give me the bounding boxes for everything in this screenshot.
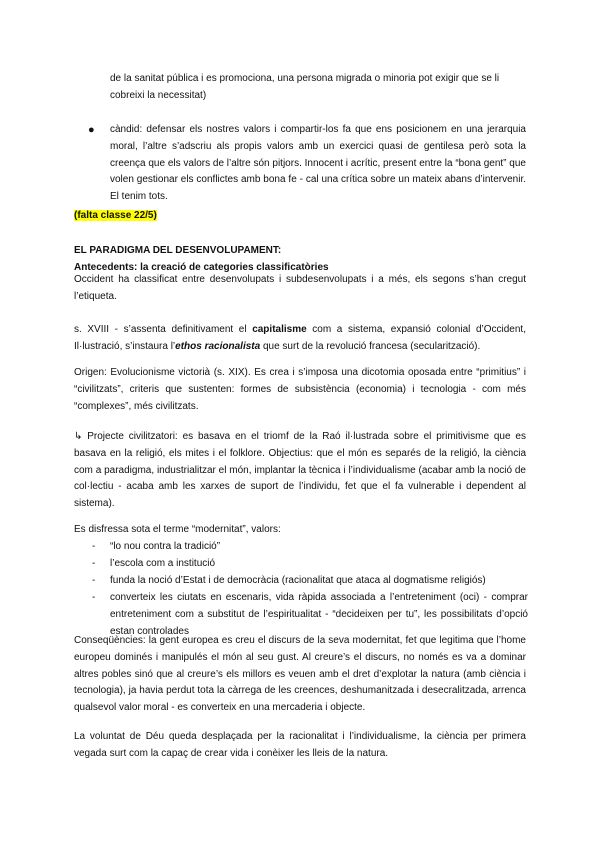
- xviii-pre: s. XVIII - s’assenta definitivament el: [74, 324, 253, 335]
- modernitat-item-3: funda la noció d’Estat i de democràcia (racionalitat que ataca al dogmatisme religiós): [110, 575, 486, 586]
- origen-paragraph: Origen: Evolucionisme victorià (s. XIX). Es crea i s’imposa una dicotomia oposada entre “primitius” i “civilitzats”, criteris que sustenten: formes de subsistència (economia) i tecnologia - com més “complexes”, més civilitzats.: [74, 367, 526, 412]
- section-title: EL PARADIGMA DEL DESENVOLUPAMENT:: [74, 245, 282, 256]
- top-continuation-line-2: cobreixi la necessitat): [110, 89, 207, 101]
- modernitat-item-4: converteix les ciutats en escenaris, vida ràpida associada a l’entreteniment (oci) - comprar entreteniment com a substitut de l’espiritualitat - “decideixen per tu”, les possibilitats d’opció estan controlades: [110, 592, 528, 637]
- projecte-paragraph: ↳ Projecte civilitzatori: es basava en el triomf de la Raó il·lustrada sobre el primitivisme que es basava en la religió, els mites i el folklore. Objectius: que el món es separés de la religió, la ciència com a paradigma, industrialitzar el món, implantar la tècnica i l’individualisme (acabar amb la noció de col·lectiu - acaba amb les xarxes de suport de l’individu, fet que el fa vulnerable i dependent al sistema).: [74, 431, 526, 510]
- xviii-paragraph: [74, 322, 526, 356]
- top-continuation: [110, 71, 526, 105]
- antecedents-heading: Antecedents: la creació de categories classificatòries: [74, 262, 329, 273]
- xviii-ethos: ethos racionalista: [175, 340, 261, 352]
- xviii-mid: com a sistema, expansió colonial d’Occident, Il·lustració, s’instaura l’: [74, 324, 526, 352]
- dash-4: -: [92, 592, 96, 603]
- top-continuation-line-1: de la sanitat pública i es promociona, una persona migrada o minoria pot exigir que se li: [110, 73, 500, 84]
- xviii-capitalisme: capitalisme: [252, 324, 307, 335]
- antecedents-text: Occident ha classificat entre desenvolupats i subdesenvolupats i a més, els segons s’han cregut l’etiqueta.: [74, 274, 526, 302]
- missing-class-note: [74, 208, 526, 225]
- modernitat-item-1: “lo nou contra la tradició”: [110, 541, 221, 552]
- candid-bullet-text: càndid: defensar els nostres valors i compartir-los fa que ens posicionem en una jerarquia moral, l’altre s’adscriu als propis valors amb un exercici quasi de gentilesa però sota la creença que els valors de l’altre són pitjors. Innocent i acrític, present entre la “bona gent” que volen gestionar els conflictes amb bona fe - cal una crítica sobre un mateix abans d’intervenir. El tenim tots.: [110, 124, 526, 203]
- missing-class-highlight: (falta classe 22/5): [74, 210, 157, 221]
- modernitat-item-2: l’escola com a institució: [110, 558, 216, 569]
- xviii-post: que surt de la revolució francesa (secularització).: [260, 340, 481, 352]
- modernitat-intro: Es disfressa sota el terme “modernitat”, valors:: [74, 524, 281, 535]
- voluntat-paragraph: La voluntat de Déu queda desplaçada per la racionalitat i l’individualisme, la ciència per primera vegada surt com la capaç de crear vida i conèixer les lleis de la natura.: [74, 731, 526, 759]
- dash-1: -: [92, 541, 96, 552]
- consequencies-paragraph: Conseqüències: la gent europea es creu el discurs de la seva modernitat, fet que legitima que l’home europeu dominés i manipulés el món al seu gust. Al creure’s el discurs, no només es va a dominar altres pobles sinó que al creure’s els millors es veuen amb el dret d’explotar la natura (amb ciència i tecnologia), ja havia perdut tota la càrrega de les creences, deshumanitzada i desecralitzada, arrenca qualsevol valor moral - es converteix en una mercaderia i objecte.: [74, 635, 526, 714]
- dash-3: -: [92, 575, 96, 586]
- bullet-dot: ●: [88, 124, 95, 136]
- dash-2: -: [92, 558, 96, 569]
